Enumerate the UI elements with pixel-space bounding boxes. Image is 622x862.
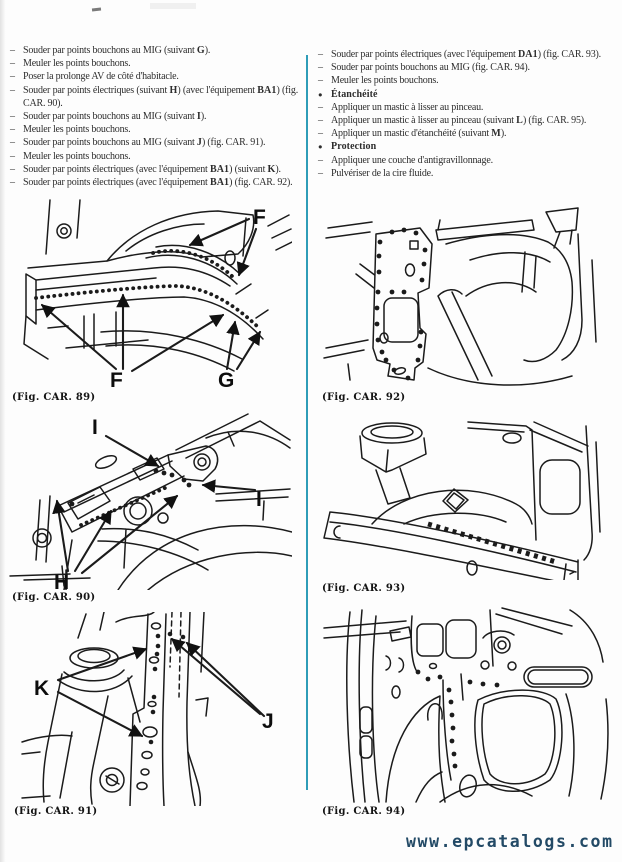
- weld-seams: [70, 469, 192, 525]
- instructions-left-column: [10, 44, 298, 189]
- list-marker: –: [318, 115, 323, 127]
- instruction-item: [318, 167, 614, 180]
- instruction-item: [10, 136, 298, 149]
- instruction-text: Meuler les points bouchons.: [23, 58, 131, 70]
- instruction-item: [318, 114, 614, 127]
- figure-car-92-drawing: [320, 200, 608, 390]
- callout-letter: G: [218, 369, 235, 392]
- instruction-text: Appliquer une couche d'antigravillonnage.: [331, 154, 493, 166]
- instruction-text: Souder par points bouchons au MIG (suivant J) (fig. CAR. 91).: [23, 137, 266, 149]
- list-marker: –: [10, 45, 15, 56]
- list-marker: –: [10, 71, 15, 83]
- list-marker: –: [318, 128, 323, 140]
- scan-artifact: [92, 8, 101, 12]
- figure-car-93-drawing: [320, 412, 608, 580]
- instruction-text: Souder par points électriques (avec l'équipement BA1) (fig. CAR. 92).: [23, 177, 293, 189]
- instruction-text: Meuler les points bouchons.: [23, 150, 131, 162]
- column-divider: [306, 55, 308, 790]
- instruction-text: Souder par points électriques (avec l'équipement DA1) (fig. CAR. 93).: [331, 49, 601, 60]
- list-marker: –: [318, 154, 323, 166]
- callout-letter: I: [256, 488, 262, 511]
- list-marker: –: [10, 163, 15, 175]
- section-header: [318, 140, 614, 153]
- list-marker: –: [10, 58, 15, 70]
- instruction-item: [318, 74, 614, 87]
- instruction-item: [10, 70, 298, 83]
- callout-letter: J: [262, 710, 274, 733]
- callouts: [24, 416, 262, 590]
- instruction-item: [10, 150, 298, 163]
- instruction-text: Poser la prolonge AV de côté d'habitacle.: [23, 71, 179, 83]
- list-marker: –: [10, 137, 15, 149]
- instruction-item: [10, 123, 298, 136]
- body-linework: [324, 608, 608, 802]
- list-marker: –: [318, 75, 323, 87]
- instruction-item: [10, 84, 298, 110]
- callout-letter: F: [110, 369, 123, 392]
- list-marker: –: [318, 167, 323, 179]
- instruction-text: Appliquer un mastic d'étanchéité (suivant M).: [331, 128, 507, 140]
- body-linework: [22, 612, 208, 806]
- weld-seam: [428, 524, 556, 562]
- instruction-item: [10, 176, 298, 189]
- instruction-text: Souder par points bouchons au MIG (suivant I).: [23, 111, 207, 123]
- instruction-item: [318, 48, 614, 61]
- instruction-item: [318, 154, 614, 167]
- figure-car-89-drawing: [6, 198, 292, 392]
- callout-letter: K: [34, 677, 50, 700]
- list-marker: –: [318, 49, 323, 60]
- list-marker: –: [10, 177, 15, 189]
- scan-artifact: [150, 3, 196, 9]
- figure-car-90-drawing: [6, 408, 292, 590]
- list-marker: –: [10, 111, 15, 123]
- list-marker: –: [10, 150, 15, 162]
- callout-letter: H: [54, 571, 70, 590]
- instruction-item: [318, 101, 614, 114]
- instruction-text: Souder par points électriques (avec l'équipement BA1) (suivant K).: [23, 163, 281, 175]
- section-header: [318, 88, 614, 101]
- instruction-text: Pulvériser de la cire fluide.: [331, 167, 434, 179]
- body-linework: [324, 208, 596, 385]
- figure-car-94-drawing: [320, 604, 612, 804]
- list-marker: –: [10, 124, 15, 136]
- instruction-text: Protection: [331, 141, 377, 153]
- instruction-text: Appliquer un mastic à lisser au pinceau (suivant L) (fig. CAR. 95).: [331, 115, 587, 127]
- body-linework: [324, 422, 600, 580]
- instruction-item: [318, 127, 614, 140]
- instruction-item: [10, 110, 298, 123]
- figure-car-91-drawing: [20, 612, 280, 806]
- watermark-url: www.epcatalogs.com: [406, 832, 614, 851]
- figure-caption: (Fig. CAR. 90): [12, 592, 96, 603]
- instruction-text: Meuler les points bouchons.: [23, 124, 131, 136]
- instruction-item: [318, 61, 614, 74]
- list-marker: –: [10, 84, 15, 96]
- figure-caption: (Fig. CAR. 89): [12, 392, 96, 403]
- figure-caption: (Fig. CAR. 91): [14, 806, 98, 817]
- instruction-text: Étanchéité: [331, 88, 378, 100]
- list-marker: –: [318, 62, 323, 74]
- instruction-item: [10, 163, 298, 176]
- instruction-item: [10, 44, 298, 57]
- instructions-right-column: [318, 48, 614, 180]
- list-marker: ●: [318, 89, 323, 99]
- instruction-text: Meuler les points bouchons.: [331, 75, 439, 87]
- figure-caption: (Fig. CAR. 94): [322, 806, 406, 817]
- list-marker: ●: [318, 142, 323, 152]
- body-linework: [10, 414, 292, 590]
- figure-caption: (Fig. CAR. 92): [322, 392, 406, 403]
- instruction-text: Souder par points électriques (suivant H) (avec l'équipement BA1) (fig. CAR. 90).: [23, 84, 298, 109]
- instruction-text: Souder par points bouchons au MIG (fig. CAR. 94).: [331, 62, 530, 74]
- figure-caption: (Fig. CAR. 93): [322, 583, 406, 594]
- instruction-item: [10, 57, 298, 70]
- callout-letter: F: [253, 206, 266, 229]
- instruction-text: Souder par points bouchons au MIG (suivant G).: [23, 45, 211, 56]
- instruction-text: Appliquer un mastic à lisser au pinceau.: [331, 101, 484, 113]
- list-marker: –: [318, 101, 323, 113]
- callout-letter: I: [92, 416, 98, 439]
